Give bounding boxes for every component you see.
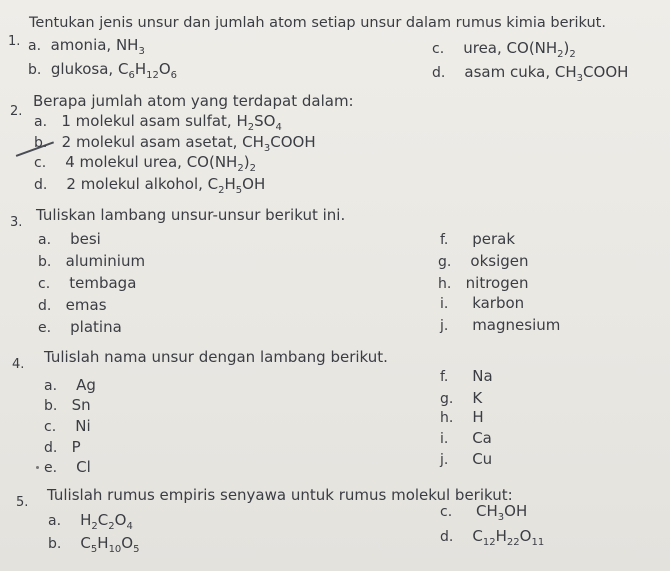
item-text: nitrogen <box>465 274 529 292</box>
item-text: amonia, NH <box>50 36 139 54</box>
list-item <box>440 429 492 448</box>
formula-part: H <box>224 175 236 193</box>
item-label: d. <box>432 65 446 81</box>
item-text: K <box>472 389 483 407</box>
item-label: b. <box>38 254 52 270</box>
item-label: j. <box>440 452 449 468</box>
item-label: e. <box>38 320 52 336</box>
item-label: d. <box>440 529 454 545</box>
item-1a <box>28 36 145 55</box>
list-item <box>38 252 145 271</box>
item-5c <box>440 502 527 521</box>
list-item <box>440 389 482 408</box>
subscript: 12 <box>482 537 496 548</box>
question-prompt: Tulislah nama unsur dengan lambang berikut. <box>44 348 388 366</box>
subscript: 2 <box>218 185 225 196</box>
list-item <box>44 417 91 436</box>
item-text: Cl <box>76 458 91 476</box>
subscript: 6 <box>128 70 135 81</box>
list-item <box>38 274 136 293</box>
item-text: Sn <box>71 396 91 414</box>
list-item <box>440 230 515 249</box>
formula-part: OH <box>504 502 528 520</box>
item-2a <box>34 112 282 131</box>
item-text: Ca <box>472 429 492 447</box>
list-item <box>438 252 529 271</box>
subscript: 3 <box>263 143 271 154</box>
formula-part: C <box>97 511 109 529</box>
item-text: asam cuka, CH <box>464 63 577 81</box>
item-text: 2 molekul alkohol, C <box>66 175 219 193</box>
item-2d <box>34 175 265 194</box>
formula-part: H <box>97 534 109 552</box>
formula-part: H <box>495 527 507 545</box>
item-text: P <box>71 438 81 456</box>
item-text: Ni <box>75 417 91 435</box>
list-item <box>38 318 122 337</box>
item-label: b. <box>28 62 42 78</box>
list-item <box>440 450 492 469</box>
list-item <box>440 294 524 313</box>
item-text: glukosa, C <box>50 60 129 78</box>
item-1d <box>432 63 628 82</box>
item-label: i. <box>440 296 449 312</box>
item-label: c. <box>432 41 445 57</box>
formula-part: COOH <box>270 133 316 151</box>
item-text: 4 molekul urea, CO(NH <box>65 153 238 171</box>
item-text: Na <box>472 367 493 385</box>
subscript: 2 <box>108 521 115 532</box>
item-text: H <box>80 511 92 529</box>
question-number: 5. <box>16 495 29 510</box>
item-label: a. <box>48 513 62 529</box>
item-text: platina <box>70 318 122 336</box>
item-text: Ag <box>76 376 96 394</box>
item-text: CH <box>476 502 498 520</box>
formula-part: O <box>158 60 171 78</box>
subscript: 2 <box>91 521 98 532</box>
subscript: 3 <box>138 46 145 57</box>
question-prompt: Tuliskan lambang unsur-unsur berikut ini. <box>36 206 346 224</box>
item-1c <box>432 39 576 58</box>
item-1b <box>28 60 177 79</box>
item-label: a. <box>28 38 42 54</box>
item-text: 2 molekul asam asetat, CH <box>61 133 264 151</box>
formula-part: ) <box>563 39 570 57</box>
item-label: c. <box>440 504 453 520</box>
item-text: aluminium <box>65 252 146 270</box>
subscript: 2 <box>569 49 576 60</box>
item-text: tembaga <box>69 274 137 292</box>
subscript: 4 <box>275 122 282 133</box>
list-item <box>440 408 484 427</box>
question-number: 3. <box>10 215 23 230</box>
subscript: 2 <box>247 122 255 133</box>
formula-part: COOH <box>583 63 629 81</box>
item-label: a. <box>38 232 52 248</box>
item-text: oksigen <box>470 252 529 270</box>
list-item <box>440 316 560 335</box>
item-text: C <box>80 534 91 552</box>
question-number: 2. <box>10 104 23 119</box>
question-prompt: Tentukan jenis unsur dan jumlah atom setiap unsur dalam rumus kimia berikut. <box>29 15 606 31</box>
subscript: 5 <box>235 185 243 196</box>
formula-part: O <box>519 527 532 545</box>
item-label: f. <box>440 232 449 248</box>
list-item <box>440 367 493 386</box>
item-text: H <box>472 408 484 426</box>
item-5b <box>48 534 139 553</box>
item-label: d. <box>34 177 48 193</box>
formula-part: O <box>114 511 127 529</box>
question-number: 4. <box>12 357 25 372</box>
formula-part: OH <box>242 175 266 193</box>
item-label: d. <box>44 440 58 456</box>
item-5d <box>440 527 544 546</box>
list-item <box>38 296 107 315</box>
list-item <box>44 376 96 395</box>
list-item <box>44 396 91 415</box>
subscript: 6 <box>170 70 178 81</box>
item-text: karbon <box>472 294 525 312</box>
question-number: 1. <box>8 34 21 49</box>
item-text: Cu <box>472 450 493 468</box>
item-label: c. <box>38 276 51 292</box>
formula-part: H <box>134 60 147 78</box>
question-prompt: Tulislah rumus empiris senyawa untuk rumus molekul berikut: <box>47 486 513 504</box>
item-label: b. <box>44 398 58 414</box>
item-text: urea, CO(NH <box>463 39 558 57</box>
list-item <box>44 438 81 457</box>
item-label: h. <box>438 276 452 292</box>
item-label: f. <box>440 369 449 385</box>
item-label: c. <box>34 155 47 171</box>
item-2c <box>34 153 256 172</box>
item-label: a. <box>44 378 58 394</box>
subscript: 2 <box>557 49 564 60</box>
subscript: 5 <box>133 544 140 555</box>
item-label: d. <box>38 298 52 314</box>
item-label: j. <box>440 318 449 334</box>
item-text: magnesium <box>472 316 561 334</box>
subscript: 22 <box>506 537 520 548</box>
item-label: b. <box>48 536 62 552</box>
subscript: 3 <box>576 73 584 84</box>
item-5a <box>48 511 133 530</box>
subscript: 10 <box>108 544 122 555</box>
subscript: 2 <box>249 163 256 174</box>
item-label: h. <box>440 410 454 426</box>
item-text: C <box>472 527 483 545</box>
item-text: 1 molekul asam sulfat, H <box>61 112 248 130</box>
item-label: b. <box>34 135 48 151</box>
subscript: 4 <box>126 521 133 532</box>
formula-part: O <box>121 534 134 552</box>
question-prompt: Berapa jumlah atom yang terdapat dalam: <box>33 92 354 110</box>
item-2b <box>34 133 316 152</box>
item-label: g. <box>438 254 452 270</box>
item-label: e. <box>44 460 58 476</box>
item-label: a. <box>34 114 48 130</box>
item-label: c. <box>44 419 57 435</box>
list-item <box>438 274 528 293</box>
formula-part: ) <box>243 153 250 171</box>
item-text: perak <box>472 230 516 248</box>
list-item <box>38 230 101 249</box>
list-item <box>44 458 91 477</box>
subscript: 3 <box>497 512 505 523</box>
subscript: 11 <box>531 537 545 548</box>
subscript: 2 <box>237 163 244 174</box>
item-text: emas <box>65 296 107 314</box>
item-label: g. <box>440 391 454 407</box>
subscript: 5 <box>90 544 98 555</box>
subscript: 12 <box>146 70 159 81</box>
item-label: i. <box>440 431 449 447</box>
item-text: besi <box>70 230 101 248</box>
formula-part: SO <box>254 112 276 130</box>
ink-speck <box>36 466 39 469</box>
